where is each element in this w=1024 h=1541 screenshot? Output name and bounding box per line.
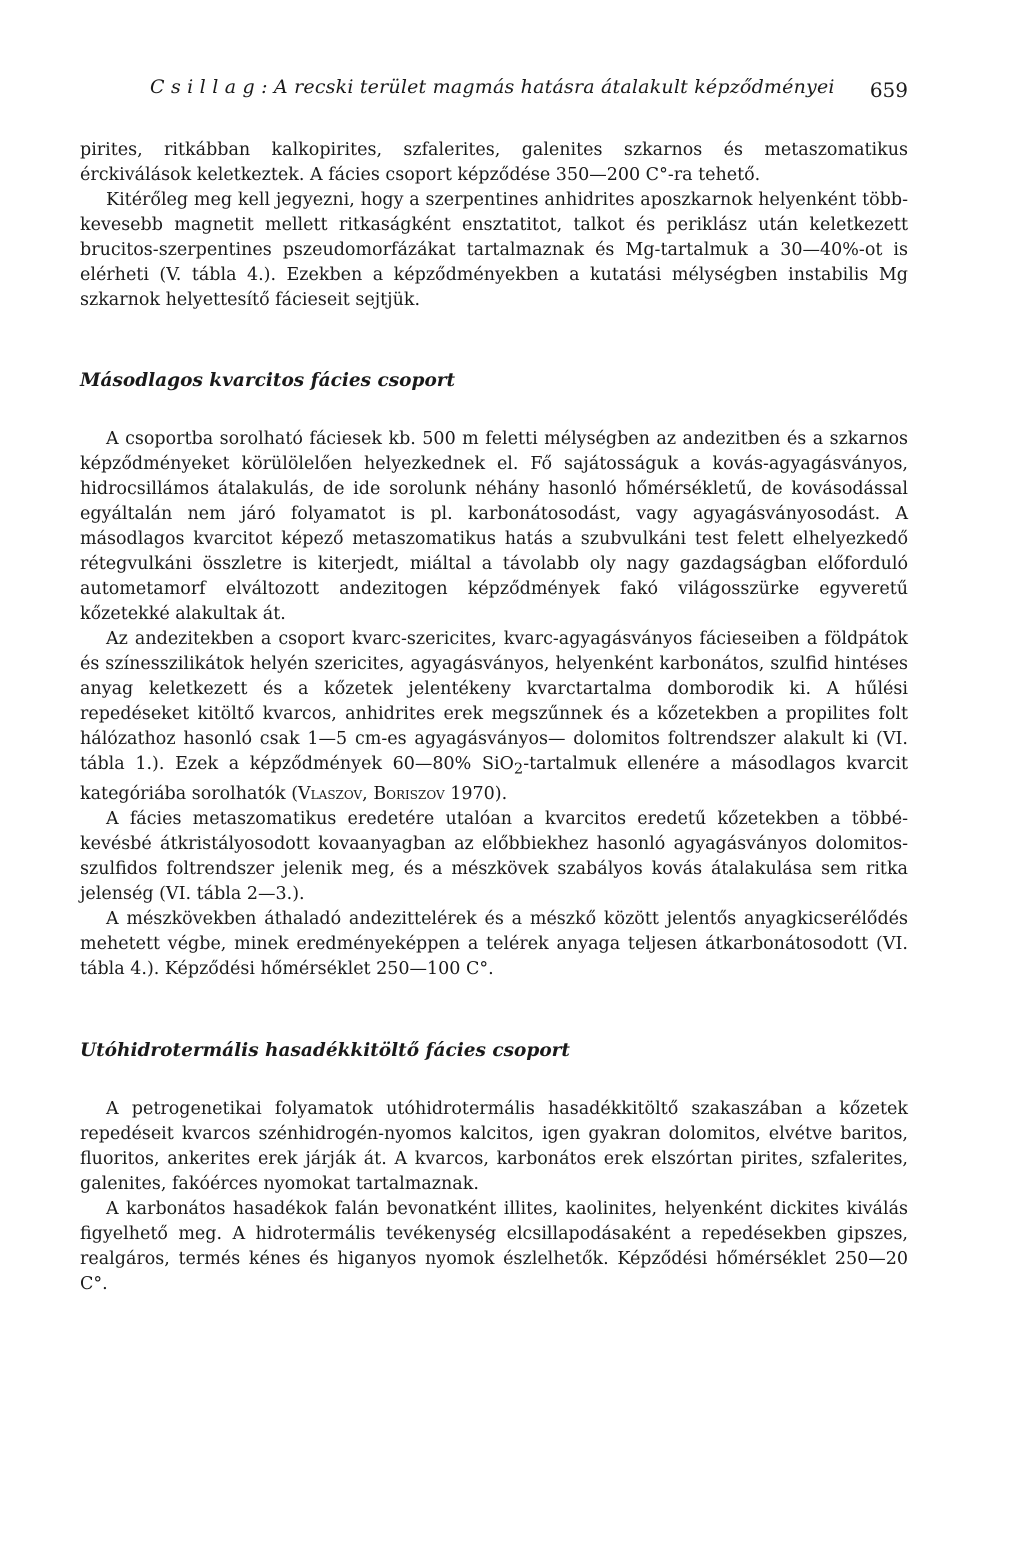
article-body	[80, 138, 908, 1297]
paragraph	[80, 627, 908, 807]
author-name: Boriszov	[373, 783, 445, 804]
running-head: C s i l l a g : A recski terület magmás hatásra átalakult képződményei	[150, 76, 835, 98]
section-heading: Másodlagos kvarcitos fácies csoport	[80, 370, 456, 391]
author-name: Vlaszov	[298, 783, 363, 804]
paragraph: A petrogenetikai folyamatok utóhidrotermális hasadékkitöltő szakaszában a kőzetek repedéseit kvarcos szénhidrogén-nyomos kalcitos, igen gyakran dolomitos, elvétve baritos, fluoritos, ankerites erek járják át. A kvarcos, karbonátos erek elszórtan pirites, szfalerites, galenites, fakóérces nyomokat tartalmaznak.	[80, 1098, 908, 1194]
paragraph: A karbonátos hasadékok falán bevonatként illites, kaolinites, helyenként dickites kiválás figyelhető meg. A hidrotermális tevékenység elcsillapodásaként a repedésekben gipszes, realgáros, termés kénes és higanyos nyomok észlelhetők. Képződési hőmérséklet 250—20 C°.	[80, 1198, 908, 1294]
paragraph: A csoportba sorolható fáciesek kb. 500 m feletti mélységben az andezitben és a szkarnos képződményeket körülölelően helyezkednek el. Fő sajátosságuk a kovás-agyagásványos, hidrocsillámos átalakulás, de ide sorolunk néhány hasonló hőmérsékletű, de kovásodással egyáltalán nem járó folyamatot is pl. karbonátosodást, vagy agyagásványosodást. A másodlagos kvarcitot képező metaszomatikus hatás a szubvulkáni test felett elhelyezkedő rétegvulkáni összletre is kiterjedt, miáltal a távolabb oly nagy gazdagságban előforduló autometamorf elváltozott andezitogen képződmények fakó világosszürke egyveretű kőzetekké alakultak át.	[80, 429, 908, 624]
paragraph: Kitérőleg meg kell jegyezni, hogy a szerpentines anhidrites aposzkarnok helyenként több-kevesebb magnetit mellett ritkaságként ensztatitot, talkot és periklász után keletkezett brucitos-szerpentines pszeudomorfázákat tartalmaznak és Mg-tartalmuk a 30—40%-ot is elérheti (V. tábla 4.). Ezekben a képződményekben a kutatási mélységben instabilis Mg szkarnok helyettesítő fácieseit sejtjük.	[80, 190, 908, 310]
paragraph: pirites, ritkábban kalkopirites, szfalerites, galenites szkarnos és metaszomatikus érckiválások keletkeztek. A fácies csoport képződése 350—200 C°-ra tehető.	[80, 140, 908, 185]
paragraph-text: Az andezitekben a csoport kvarc-szericites, kvarc-agyagásványos fácieseiben a földpátok és színesszilikátok helyén szericites, agyagásványos, helyenként karbonátos, szulfid hintéses anyag keletkezett és a kőzetek jelentékeny kvarctartalma domborodik ki. A hűlési repedéseket kitöltő kvarcos, anhidrites erek megszűnnek és a kőzetekben a propilites folt hálózathoz hasonló csak 1—5 cm-es agyagásványos— dolomitos foltrendszer alakult ki (VI. tábla 1.). Ezek a képződmények 60—80% SiO	[80, 629, 908, 774]
page	[80, 70, 908, 1297]
page-header	[80, 70, 908, 104]
section-heading: Utóhidrotermális hasadékkitöltő fácies csoport	[80, 1039, 570, 1061]
paragraph-text: 1970).	[444, 783, 508, 804]
separator: ,	[362, 783, 374, 804]
paragraph: A fácies metaszomatikus eredetére utalóan a kvarcitos eredetű kőzetekben a többé-kevésbé átkristályosodott kovaanyagban az előbbiekhez hasonló agyagásványos dolomitos-szulfidos foltrendszer jelenik meg, és a mészkövek szabályos kovás átalakulása sem ritka jelenség (VI. tábla 2—3.).	[80, 808, 908, 904]
page-number: 659	[869, 78, 908, 102]
subscript: 2	[513, 760, 524, 778]
paragraph-text: -tartalmuk ellenére a másodlagos kvarcit kategóriába sorolhatók (	[80, 754, 908, 804]
paragraph: A mészkövekben áthaladó andezittelérek és a mészkő között jelentős anyagkicserélődés mehetett végbe, minek eredményeképpen a telérek anyaga teljesen átkarbonátosodott (VI. tábla 4.). Képződési hőmérséklet 250—100 C°.	[80, 908, 908, 979]
